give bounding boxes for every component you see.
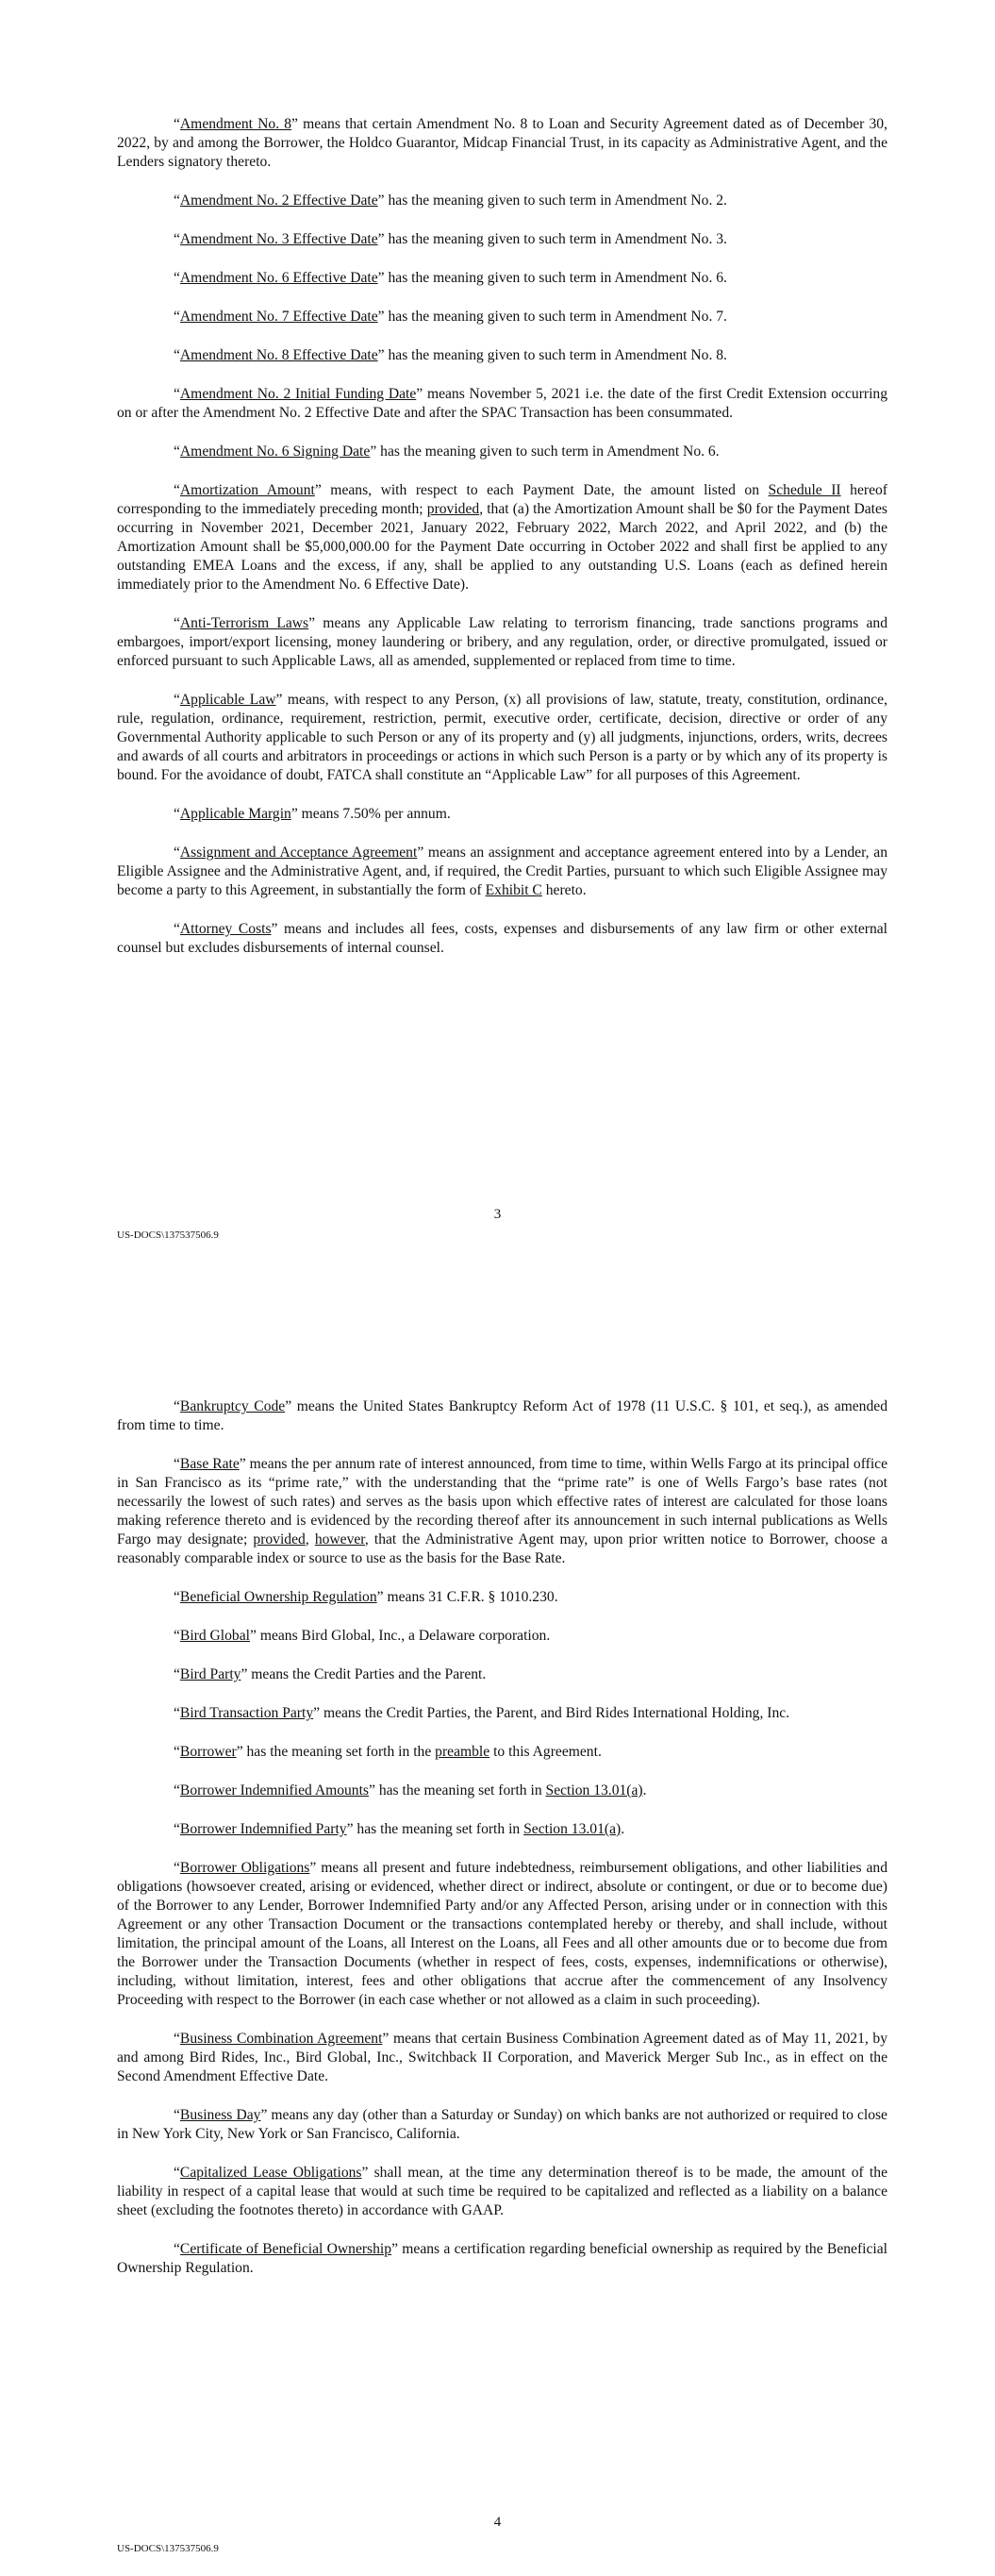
text-segment: “ [174,692,180,708]
text-segment: “ [174,1456,180,1472]
underlined-term: Certificate of Beneficial Ownership [179,2241,392,2257]
text-segment: ” has the meaning given to such term in Amendment No. 2. [377,192,727,209]
definition-paragraph [117,614,887,671]
page-number: 4 [493,2515,502,2530]
definition-paragraph [117,1859,887,2010]
text-segment: “ [174,615,180,631]
definition-paragraph [117,443,887,461]
underlined-term: Amendment No. 6 Signing Date [179,443,371,460]
text-segment: “ [174,231,180,247]
text-segment: ” means the per annum rate of interest announced, from time to time, within Wells Fargo at its principal office in San Francisco as its “prime rate,” with the understanding that the “prime rate” is one of Wells Fargo’s base rates (not necessarily the lowest of such rates) and serves as the basis upon which effective rates of interest are calculated for those loans making reference thereto and is evidenced by the recording thereof after its announcement in such internal publications as Wells Fargo may designate; [117,1456,887,1547]
text-segment: , [305,1531,315,1547]
definition-paragraph [117,920,887,958]
underlined-term: Amendment No. 6 Effective Date [179,270,378,286]
text-segment: ” has the meaning given to such term in Amendment No. 3. [377,231,727,247]
definition-paragraph [117,230,887,249]
text-segment: ” means a certification regarding beneficial ownership as required by the Beneficial Ownership Regulation. [117,2241,887,2276]
text-segment: “ [174,1589,180,1605]
definition-paragraph [117,308,887,326]
text-segment: ” has the meaning given to such term in Amendment No. 7. [377,309,727,325]
definition-paragraph [117,1665,887,1684]
underlined-term: Borrower [179,1744,237,1760]
underlined-term: Section 13.01(a) [523,1821,622,1837]
text-segment: , that the Administrative Agent may, upon prior written notice to Borrower, choose a reasonably comparable index or source to use as the basis for the Base Rate. [117,1531,887,1566]
definition-paragraph [117,385,887,423]
text-segment: ” means the United States Bankruptcy Reform Act of 1978 (11 U.S.C. § 101, et seq.), as amended from time to time. [117,1398,887,1433]
text-segment: ” means November 5, 2021 i.e. the date of the first Credit Extension occurring on or after the Amendment No. 2 Effective Date and after the SPAC Transaction has been consummated. [117,386,888,421]
definition-paragraph [117,1781,887,1800]
text-segment: ” means Bird Global, Inc., a Delaware corporation. [250,1628,551,1644]
text-segment: ” means the Credit Parties and the Parent. [240,1666,487,1682]
definition-paragraph [117,1588,887,1607]
text-segment: ” means that certain Amendment No. 8 to Loan and Security Agreement dated as of December 30, 2022, by and among the Borrower, the Holdco Guarantor, Midcap Financial Trust, in its capacity as Administrative Agent, and the Lenders signatory thereto. [117,116,887,170]
text-segment: “ [174,1782,180,1798]
text-segment: ” means 7.50% per annum. [290,806,451,822]
text-segment: ” means the Credit Parties, the Parent, and Bird Rides International Holding, Inc. [313,1705,790,1721]
underlined-term: Amortization Amount [179,482,315,498]
definition-paragraph [117,1397,887,1435]
definition-paragraph [117,1820,887,1839]
text-segment: “ [174,347,180,363]
text-segment: “ [174,1821,180,1837]
definition-paragraph [117,1455,887,1568]
definition-paragraph [117,1743,887,1762]
underlined-term: provided [253,1531,306,1547]
definition-paragraph [117,805,887,824]
text-segment: “ [174,1628,180,1644]
text-segment: “ [174,1860,180,1876]
underlined-term: Applicable Margin [179,806,291,822]
text-segment: “ [174,309,180,325]
underlined-term: provided [426,501,480,517]
definition-paragraph [117,1704,887,1723]
text-segment: ” means any Applicable Law relating to terrorism financing, trade sanctions programs and embargoes, import/export licensing, money laundering or bribery, and any regulation, order, or directive promulgated, issued or enforced pursuant to such Applicable Laws, all as amended, supplemented or replaced from time to time. [117,615,887,669]
text-segment: “ [174,116,180,132]
text-segment: to this Agreement. [489,1744,602,1760]
text-segment: ” has the meaning given to such term in Amendment No. 8. [377,347,727,363]
definition-paragraph [117,346,887,365]
definitions-list [117,115,887,978]
underlined-term: Business Day [179,2107,261,2123]
text-segment: ” means an assignment and acceptance agreement entered into by a Lender, an Eligible Assignee and the Administrative Agent, and, if required, the Credit Parties, pursuant to which such Eligible Assignee may become a party to this Agreement, in substantially the form of [117,845,887,898]
text-segment: ” has the meaning set forth in [346,1821,524,1837]
text-segment: “ [174,192,180,209]
definition-paragraph [117,192,887,210]
text-segment: . [642,1782,647,1798]
page-number: 3 [493,1207,502,1222]
underlined-term: Borrower Indemnified Party [179,1821,347,1837]
text-segment: “ [174,1666,180,1682]
text-segment: “ [174,921,180,937]
underlined-term: Assignment and Acceptance Agreement [179,845,418,861]
document-page-4 [0,1269,995,2576]
text-segment: ” has the meaning set forth in the [236,1744,436,1760]
underlined-term: Bird Party [179,1666,241,1682]
underlined-term: Base Rate [179,1456,240,1472]
underlined-term: Amendment No. 2 Effective Date [179,192,378,209]
text-segment: ” means, with respect to each Payment Date, the amount listed on [314,482,769,498]
underlined-term: Amendment No. 8 [179,116,292,132]
underlined-term: Section 13.01(a) [545,1782,643,1798]
underlined-term: however [314,1531,365,1547]
underlined-term: Beneficial Ownership Regulation [179,1589,377,1605]
text-segment: . [621,1821,625,1837]
underlined-term: Exhibit C [485,882,542,898]
definitions-list [117,1397,887,2298]
definition-paragraph [117,1627,887,1646]
text-segment: ” shall mean, at the time any determination thereof is to be made, the amount of the liability in respect of a capital lease that would at such time be required to be capitalized and reflected as a liability on a balance sheet (excluding the footnotes thereto) in accordance with GAAP. [117,2165,887,2218]
underlined-term: Attorney Costs [179,921,272,937]
text-segment: ” has the meaning set forth in [369,1782,546,1798]
underlined-term: Amendment No. 7 Effective Date [179,309,378,325]
text-segment: “ [174,270,180,286]
text-segment: ” means any day (other than a Saturday or Sunday) on which banks are not authorized or required to close in New York City, New York or San Francisco, California. [117,2107,887,2142]
text-segment: “ [174,2165,180,2181]
document-page-3 [0,0,995,1269]
text-segment: ” means all present and future indebtedness, reimbursement obligations, and other liabilities and obligations (howsoever created, arising or evidenced, whether direct or indirect, absolute or contingent, or due or to become due) of the Borrower to any Lender, Borrower Indemnified Party and/or any Affected Person, arising under or in connection with this Agreement or any other Transaction Document or the transactions contemplated hereby or thereby, and shall include, without limitation, the principal amount of the Loans, all Interest on the Loans, all Fees and all other amounts due or to become due from the Borrower under the Transaction Documents (whether in respect of fees, costs, expenses, indemnifications or otherwise), including, without limitation, interest, fees and other obligations that accrue after the commencement of any Insolvency Proceeding with respect to the Borrower (in each case whether or not allowed as a claim in such proceeding). [117,1860,887,2008]
underlined-term: Bird Transaction Party [179,1705,314,1721]
text-segment: ” means 31 C.F.R. § 1010.230. [376,1589,558,1605]
definition-paragraph [117,2240,887,2278]
text-segment: ” means, with respect to any Person, (x) all provisions of law, statute, treaty, constitution, ordinance, rule, regulation, ordinance, requirement, restriction, permit, executive order, certificate, decision, directive or order of any Governmental Authority applicable to such Person or any of its property and (y) all judgments, injunctions, orders, writs, decrees and awards of all courts and arbitrators in proceedings or actions in which such Person is a party or by which any of its property is bound. For the avoidance of doubt, FATCA shall constitute an “Applicable Law” for all purposes of this Agreement. [117,692,887,783]
underlined-term: Business Combination Agreement [179,2031,383,2047]
text-segment: ” has the meaning given to such term in Amendment No. 6. [370,443,720,460]
underlined-term: Borrower Obligations [179,1860,310,1876]
underlined-term: Borrower Indemnified Amounts [179,1782,370,1798]
text-segment: “ [174,386,180,402]
definition-paragraph [117,844,887,900]
document-id: US-DOCS\137537506.9 [117,2543,219,2554]
text-segment: ” means and includes all fees, costs, expenses and disbursements of any law firm or other external counsel but excludes disbursements of internal counsel. [117,921,887,956]
text-segment: “ [174,1744,180,1760]
definition-paragraph [117,2106,887,2144]
underlined-term: preamble [435,1744,490,1760]
text-segment: “ [174,482,180,498]
text-segment: “ [174,1705,180,1721]
underlined-term: Amendment No. 8 Effective Date [179,347,378,363]
text-segment: ” has the meaning given to such term in Amendment No. 6. [377,270,727,286]
text-segment: hereto. [541,882,587,898]
text-segment: “ [174,806,180,822]
definition-paragraph [117,115,887,172]
underlined-term: Capitalized Lease Obligations [179,2165,362,2181]
definition-paragraph [117,481,887,594]
underlined-term: Amendment No. 2 Initial Funding Date [179,386,417,402]
underlined-term: Applicable Law [179,692,276,708]
text-segment: “ [174,2107,180,2123]
underlined-term: Amendment No. 3 Effective Date [179,231,378,247]
definition-paragraph [117,691,887,785]
text-segment: “ [174,2241,180,2257]
text-segment: “ [174,443,180,460]
text-segment: “ [174,2031,180,2047]
document-id: US-DOCS\137537506.9 [117,1229,219,1241]
definition-paragraph [117,2164,887,2220]
text-segment: “ [174,845,180,861]
text-segment: , that (a) the Amortization Amount shall be $0 for the Payment Dates occurring in November 2021, December 2021, January 2022, February 2022, March 2022, and April 2022, and (b) the Amortization Amount shall be $5,000,000.00 for the Payment Date occurring in October 2022 and shall first be applied to any outstanding EMEA Loans and the excess, if any, shall be applied to any outstanding U.S. Loans (each as defined herein immediately prior to the Amendment No. 6 Effective Date). [117,501,887,593]
text-segment: “ [174,1398,180,1414]
underlined-term: Bird Global [179,1628,250,1644]
text-segment: ” means that certain Business Combination Agreement dated as of May 11, 2021, by and among Bird Rides, Inc., Bird Global, Inc., Switchback II Corporation, and Maverick Merger Sub Inc., as in effect on the Second Amendment Effective Date. [117,2031,887,2084]
text-segment: hereof corresponding to the immediately preceding month; [117,482,887,517]
definition-paragraph [117,2030,887,2086]
underlined-term: Schedule II [768,482,841,498]
definition-paragraph [117,269,887,288]
underlined-term: Anti-Terrorism Laws [179,615,309,631]
underlined-term: Bankruptcy Code [179,1398,286,1414]
